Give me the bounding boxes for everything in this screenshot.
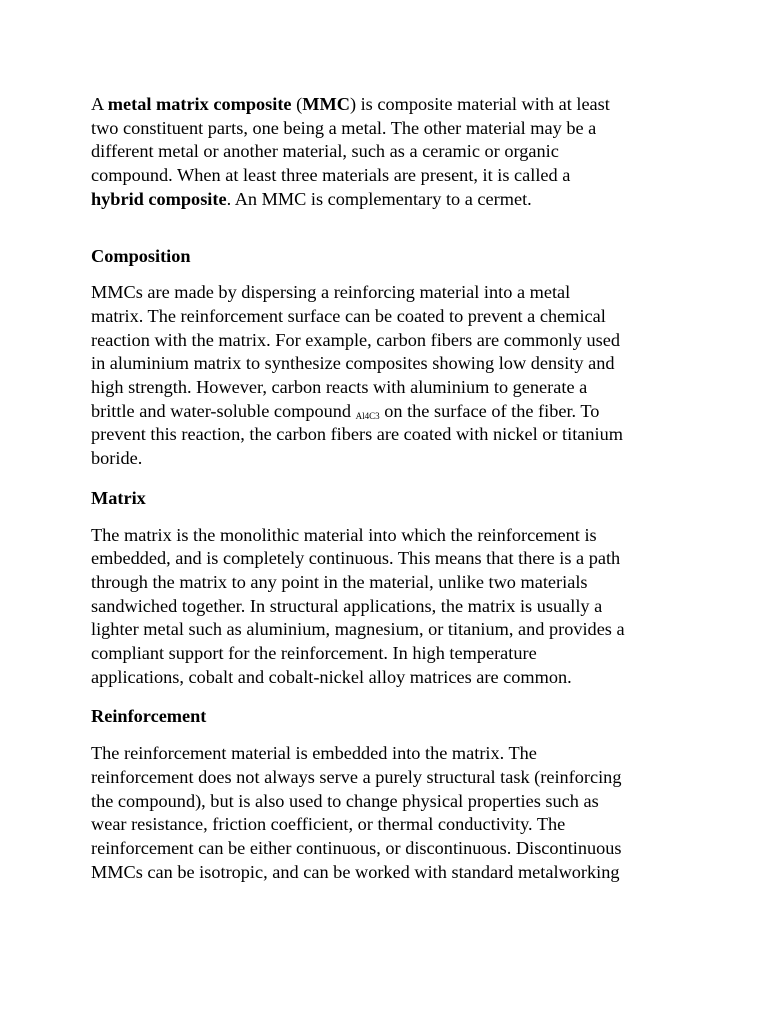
matrix-line: lighter metal such as aluminium, magnesium, or titanium, and provides a <box>91 619 625 640</box>
reinforcement-paragraph <box>91 742 691 884</box>
intro-line-1: A metal matrix composite (MMC) is composite material with at least <box>91 94 610 114</box>
intro-line-3: different metal or another material, such as a ceramic or organic <box>91 141 559 162</box>
matrix-line: compliant support for the reinforcement. In high temperature <box>91 643 537 664</box>
composition-line: MMCs are made by dispersing a reinforcing material into a metal <box>91 282 571 303</box>
matrix-line: applications, cobalt and cobalt-nickel alloy matrices are common. <box>91 666 572 687</box>
reinforcement-line: The reinforcement material is embedded into the matrix. The <box>91 743 537 764</box>
intro-line-4: compound. When at least three materials are present, it is called a <box>91 165 571 186</box>
reinforcement-line: the compound), but is also used to change physical properties such as <box>91 790 599 811</box>
composition-line: reaction with the matrix. For example, carbon fibers are commonly used <box>91 329 620 350</box>
reinforcement-line: MMCs can be isotropic, and can be worked with standard metalworking <box>91 861 620 882</box>
formula-al4c3: Al4C3 <box>355 410 380 421</box>
reinforcement-line: reinforcement does not always serve a purely structural task (reinforcing <box>91 766 622 787</box>
heading-composition: Composition <box>91 245 191 266</box>
intro-line-2: two constituent parts, one being a metal. The other material may be a <box>91 117 597 138</box>
composition-line: prevent this reaction, the carbon fibers are coated with nickel or titanium <box>91 424 623 445</box>
composition-line: matrix. The reinforcement surface can be coated to prevent a chemical <box>91 305 606 326</box>
composition-line: in aluminium matrix to synthesize composites showing low density and <box>91 353 615 374</box>
matrix-paragraph <box>91 524 691 690</box>
reinforcement-line: reinforcement can be either continuous, or discontinuous. Discontinuous <box>91 837 622 858</box>
matrix-line: embedded, and is completely continuous. This means that there is a path <box>91 548 621 569</box>
composition-line: brittle and water-soluble compound Al4C3 on the surface of the fiber. To <box>91 400 600 421</box>
heading-matrix: Matrix <box>91 487 146 508</box>
composition-line: boride. <box>91 448 143 469</box>
composition-paragraph <box>91 281 691 471</box>
term-metal-matrix-composite: metal matrix composite <box>107 94 292 114</box>
composition-line: high strength. However, carbon reacts with aluminium to generate a <box>91 377 588 398</box>
matrix-line: sandwiched together. In structural applications, the matrix is usually a <box>91 595 603 616</box>
term-hybrid-composite: hybrid composite <box>91 188 227 209</box>
reinforcement-line: wear resistance, friction coefficient, or thermal conductivity. The <box>91 814 566 835</box>
matrix-line: The matrix is the monolithic material into which the reinforcement is <box>91 524 597 545</box>
matrix-line: through the matrix to any point in the material, unlike two materials <box>91 571 588 592</box>
document-page <box>91 93 691 884</box>
heading-reinforcement: Reinforcement <box>91 706 207 727</box>
intro-paragraph <box>91 93 691 212</box>
intro-line-5: hybrid composite. An MMC is complementary to a cermet. <box>91 188 532 209</box>
term-mmc: MMC <box>302 94 350 114</box>
